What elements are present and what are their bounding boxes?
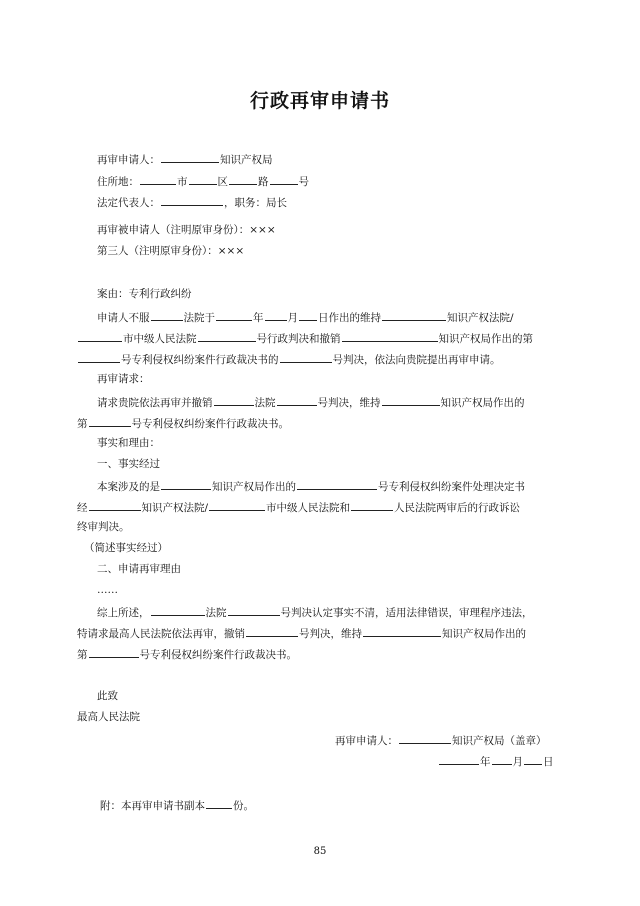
blank-field — [382, 308, 446, 321]
brief-note: （简述事实经过） — [84, 542, 168, 554]
blank-field — [140, 172, 176, 185]
blank-field — [161, 477, 211, 490]
text: 份。 — [233, 800, 254, 812]
document-title: 行政再审申请书 — [249, 90, 390, 112]
address-city: 市 — [177, 176, 188, 188]
text: 号判决，维持 — [317, 397, 381, 409]
request-line2 — [77, 414, 289, 432]
text: 知识产权局作出的 — [440, 397, 525, 409]
blank-field — [299, 308, 317, 321]
closing: 此致 — [97, 690, 118, 702]
conclusion-line2 — [77, 624, 526, 642]
blank-field — [363, 624, 441, 637]
blank-field — [229, 172, 257, 185]
text: 号判决，依法向贵院提出再审申请。 — [332, 354, 501, 366]
text: 特请求最高人民法院依法再审，撤销 — [77, 628, 245, 640]
blank-field — [209, 498, 265, 511]
address-label: 住所地： — [97, 176, 139, 188]
text: 日作出的维持 — [318, 312, 381, 324]
text: 号专利侵权纠纷案件行政裁决书。 — [139, 649, 297, 661]
address-road: 路 — [258, 176, 269, 188]
text: 知识产权法院/ — [141, 502, 209, 514]
blank-field — [228, 603, 280, 616]
text: 申请人不服 — [97, 312, 150, 324]
blank-field — [89, 414, 131, 427]
blank-field — [198, 329, 256, 342]
ellipsis: …… — [97, 584, 118, 596]
third-party-line: 第三人（注明原审身份）：××× — [97, 245, 245, 257]
text: 第 — [77, 418, 88, 430]
text: 月 — [287, 312, 298, 324]
text: 请求贵院依法再审并撤销 — [97, 397, 213, 409]
address-number: 号 — [298, 176, 309, 188]
blank-field — [270, 172, 298, 185]
text: 综上所述， — [97, 607, 150, 619]
section1-heading: 一、事实经过 — [97, 458, 160, 470]
text: 经 — [77, 502, 88, 514]
blank-field — [206, 796, 232, 809]
attachment-line — [100, 796, 254, 814]
text: 知识产权局（盖章） — [452, 735, 547, 747]
date-line — [438, 752, 554, 770]
blank-field — [78, 329, 122, 342]
blank-field — [151, 603, 205, 616]
rep-label: 法定代表人： — [97, 197, 160, 209]
cause-line: 案由：专利行政纠纷 — [97, 288, 192, 300]
blank-field — [382, 393, 440, 406]
text: 本案涉及的是 — [97, 481, 160, 493]
text: 号专利侵权纠纷案件行政裁决书。 — [131, 418, 289, 430]
facts-line3: 终审判决。 — [77, 521, 130, 533]
text: 知识产权法院/ — [447, 312, 514, 324]
address-line — [97, 172, 309, 190]
page-number: 85 — [313, 846, 327, 857]
facts-heading: 事实和理由： — [97, 437, 160, 449]
blank-field — [151, 308, 183, 321]
request-line1 — [97, 393, 525, 411]
text: 号判决，维持 — [299, 628, 362, 640]
text: 法院于 — [183, 312, 215, 324]
signature-line — [335, 731, 547, 749]
respondent-line: 再审被申请人（注明原审身份）：××× — [97, 224, 276, 236]
text: 月 — [512, 756, 523, 768]
para1-line1 — [97, 308, 514, 326]
blank-field — [277, 393, 317, 406]
applicant-line — [97, 150, 273, 168]
blank-field — [246, 624, 298, 637]
text: 知识产权局作出的第 — [438, 333, 533, 345]
conclusion-line1 — [97, 603, 533, 621]
section2-heading: 二、申请再审理由 — [97, 563, 181, 575]
blank-field — [524, 752, 542, 765]
facts-line2 — [77, 498, 520, 516]
text: 人民法院两审后的行政诉讼 — [394, 502, 521, 514]
blank-field — [89, 498, 141, 511]
para1-line2 — [77, 329, 533, 347]
text: 号专利侵权纠纷案件行政裁决书的 — [121, 354, 279, 366]
text: 再审申请人： — [335, 735, 398, 747]
blank-field — [161, 193, 223, 206]
duty-label: ，职务：局长 — [224, 197, 287, 209]
blank-field — [280, 350, 332, 363]
blank-field — [265, 308, 287, 321]
blank-field — [351, 498, 393, 511]
text: 市中级人民法院 — [123, 333, 197, 345]
address-district: 区 — [217, 176, 228, 188]
text: 年 — [253, 312, 264, 324]
text: 法院 — [254, 397, 276, 409]
blank-field — [439, 752, 479, 765]
text: 年 — [480, 756, 491, 768]
text: 日 — [543, 756, 554, 768]
blank-field — [161, 150, 219, 163]
blank-field — [297, 477, 377, 490]
blank-field — [78, 350, 120, 363]
conclusion-line3 — [77, 645, 297, 663]
text: 市中级人民法院和 — [266, 502, 351, 514]
text: 号判决认定事实不清，适用法律错误，审理程序违法， — [280, 607, 533, 619]
text: 号行政判决和撤销 — [256, 333, 341, 345]
blank-field — [399, 731, 451, 744]
facts-line1 — [97, 477, 525, 495]
blank-field — [89, 645, 139, 658]
applicant-label: 再审申请人： — [97, 154, 160, 166]
blank-field — [214, 393, 254, 406]
blank-field — [189, 172, 217, 185]
text: 知识产权局作出的 — [212, 481, 296, 493]
text: 法院 — [205, 607, 227, 619]
para1-line3 — [77, 350, 501, 368]
blank-field — [342, 329, 438, 342]
request-heading: 再审请求： — [97, 373, 150, 385]
representative-line — [97, 193, 287, 211]
text: 第 — [77, 649, 88, 661]
text: 附：本再审申请书副本 — [100, 800, 205, 812]
text: 号专利侵权纠纷案件处理决定书 — [378, 481, 525, 493]
text: 知识产权局作出的 — [442, 628, 526, 640]
applicant-suffix: 知识产权局 — [220, 154, 273, 166]
blank-field — [492, 752, 512, 765]
addressee: 最高人民法院 — [77, 711, 140, 723]
blank-field — [216, 308, 252, 321]
